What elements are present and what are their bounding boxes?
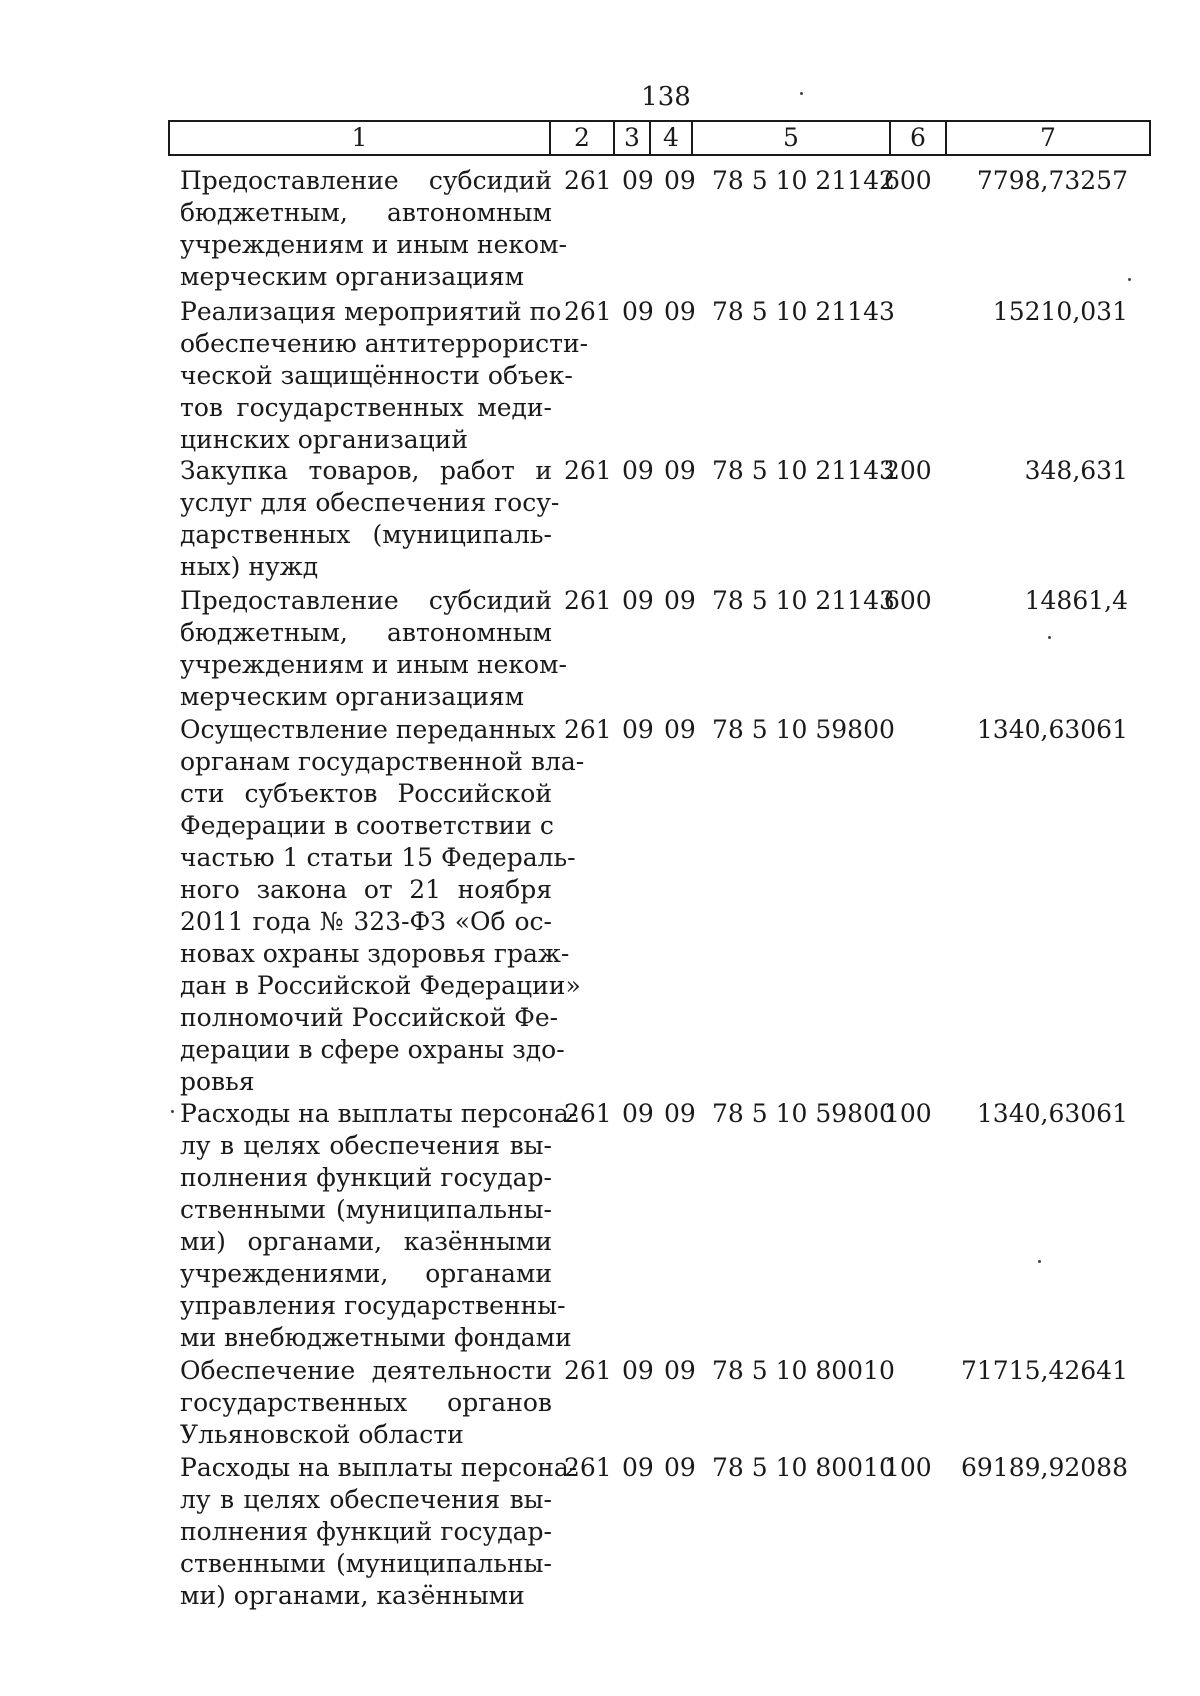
expense-type-code: 600 [884,586,932,615]
section-code: 09 [622,715,654,744]
row-description [180,1355,552,1451]
header-col-4: 4 [650,121,692,155]
header-col-5: 5 [692,121,890,155]
target-article-code: 78 5 10 80010 [712,1453,895,1482]
subsection-code: 09 [664,1453,696,1482]
target-article-code: 78 5 10 21143 [712,456,895,485]
subsection-code: 09 [664,297,696,326]
description-line: Расходы на выплаты персона- [180,1099,578,1128]
description-line: дан в Российской Федерации» [180,971,581,1000]
target-article-code: 78 5 10 59800 [712,715,895,744]
description-line: государственных органов [180,1388,552,1417]
description-line: Реализация мероприятий по [180,297,562,326]
scan-speck [800,92,803,95]
scan-speck [171,1110,174,1113]
description-line: ного закона от 21 ноября [180,875,552,904]
page-number: 138 [641,82,691,112]
description-line: дарственных (муниципаль- [180,520,552,549]
amount-value: 348,631 [1024,456,1128,485]
description-line: Расходы на выплаты персона- [180,1453,578,1482]
description-line: Обеспечение деятельности [180,1356,552,1385]
description-line: Предоставление субсидий [180,166,552,195]
description-line: органам государственной вла- [180,747,585,776]
expense-type-code: 100 [884,1453,932,1482]
header-col-1: 1 [169,121,550,155]
amount-value: 69189,92088 [960,1453,1128,1482]
description-line: учреждениями, органами [180,1259,552,1288]
description-line: тов государственных меди- [180,393,552,422]
section-code: 09 [622,1453,654,1482]
scan-speck [1128,278,1131,281]
row-description [180,165,567,293]
description-line: Осуществление переданных [180,715,556,744]
description-line: Предоставление субсидий [180,586,552,615]
description-line: лу в целях обеспечения вы- [180,1131,552,1160]
row-description [180,714,585,1098]
scan-speck [1048,636,1051,639]
header-col-6: 6 [890,121,946,155]
description-line: управления государственны- [180,1291,566,1320]
description-line: частью 1 статьи 15 Федераль- [180,843,576,872]
ministry-code: 261 [564,1356,612,1385]
expense-type-code: 200 [884,456,932,485]
amount-value: 1340,63061 [976,715,1128,744]
header-col-3: 3 [614,121,650,155]
description-line: обеспечению антитеррористи- [180,329,589,358]
header-col-7: 7 [946,121,1150,155]
description-line: мерческим организациям [180,682,525,711]
section-code: 09 [622,297,654,326]
section-code: 09 [622,586,654,615]
description-line: полномочий Российской Фе- [180,1003,559,1032]
description-line: бюджетным, автономным [180,198,552,227]
description-line: ми внебюджетными фондами [180,1323,572,1352]
subsection-code: 09 [664,166,696,195]
description-line: лу в целях обеспечения вы- [180,1485,552,1514]
expense-type-code: 100 [884,1099,932,1128]
description-line: полнения функций государ- [180,1163,552,1192]
row-description [180,585,567,713]
description-line: ми) органами, казёнными [180,1227,552,1256]
ministry-code: 261 [564,456,612,485]
ministry-code: 261 [564,1099,612,1128]
amount-value: 71715,42641 [960,1356,1128,1385]
ministry-code: 261 [564,586,612,615]
description-line: ми) органами, казёнными [180,1581,525,1610]
description-line: услуг для обеспечения госу- [180,488,560,517]
row-description [180,1098,578,1354]
ministry-code: 261 [564,1453,612,1482]
ministry-code: 261 [564,166,612,195]
description-line: Ульяновской области [180,1420,464,1449]
amount-value: 1340,63061 [976,1099,1128,1128]
subsection-code: 09 [664,1099,696,1128]
description-line: ровья [180,1067,255,1096]
subsection-code: 09 [664,586,696,615]
description-line: Федерации в соответствии с [180,811,554,840]
subsection-code: 09 [664,715,696,744]
description-line: мерческим организациям [180,262,525,291]
description-line: 2011 года № 323-ФЗ «Об ос- [180,907,552,936]
subsection-code: 09 [664,1356,696,1385]
description-line: новах охраны здоровья граж- [180,939,570,968]
description-line: ственными (муниципальны- [180,1549,552,1578]
description-line: бюджетным, автономным [180,618,552,647]
description-line: учреждениям и иным неком- [180,650,567,679]
description-line: Закупка товаров, работ и [180,456,552,485]
expense-type-code: 600 [884,166,932,195]
target-article-code: 78 5 10 21142 [712,166,895,195]
ministry-code: 261 [564,297,612,326]
subsection-code: 09 [664,456,696,485]
description-line: ческой защищённости объек- [180,361,573,390]
section-code: 09 [622,1356,654,1385]
target-article-code: 78 5 10 21143 [712,297,895,326]
ministry-code: 261 [564,715,612,744]
amount-value: 7798,73257 [976,166,1128,195]
amount-value: 15210,031 [992,297,1128,326]
description-line: ственными (муниципальны- [180,1195,552,1224]
description-line: полнения функций государ- [180,1517,552,1546]
target-article-code: 78 5 10 59800 [712,1099,895,1128]
target-article-code: 78 5 10 21143 [712,586,895,615]
row-description [180,455,560,583]
header-col-2: 2 [550,121,614,155]
description-line: ных) нужд [180,552,319,581]
row-description [180,1452,578,1612]
target-article-code: 78 5 10 80010 [712,1356,895,1385]
section-code: 09 [622,166,654,195]
amount-value: 14861,4 [1024,586,1128,615]
scan-speck [1038,1260,1041,1263]
section-code: 09 [622,456,654,485]
description-line: сти субъектов Российской [180,779,552,808]
description-line: учреждениям и иным неком- [180,230,567,259]
description-line: цинских организаций [180,425,469,454]
description-line: дерации в сфере охраны здо- [180,1035,565,1064]
section-code: 09 [622,1099,654,1128]
